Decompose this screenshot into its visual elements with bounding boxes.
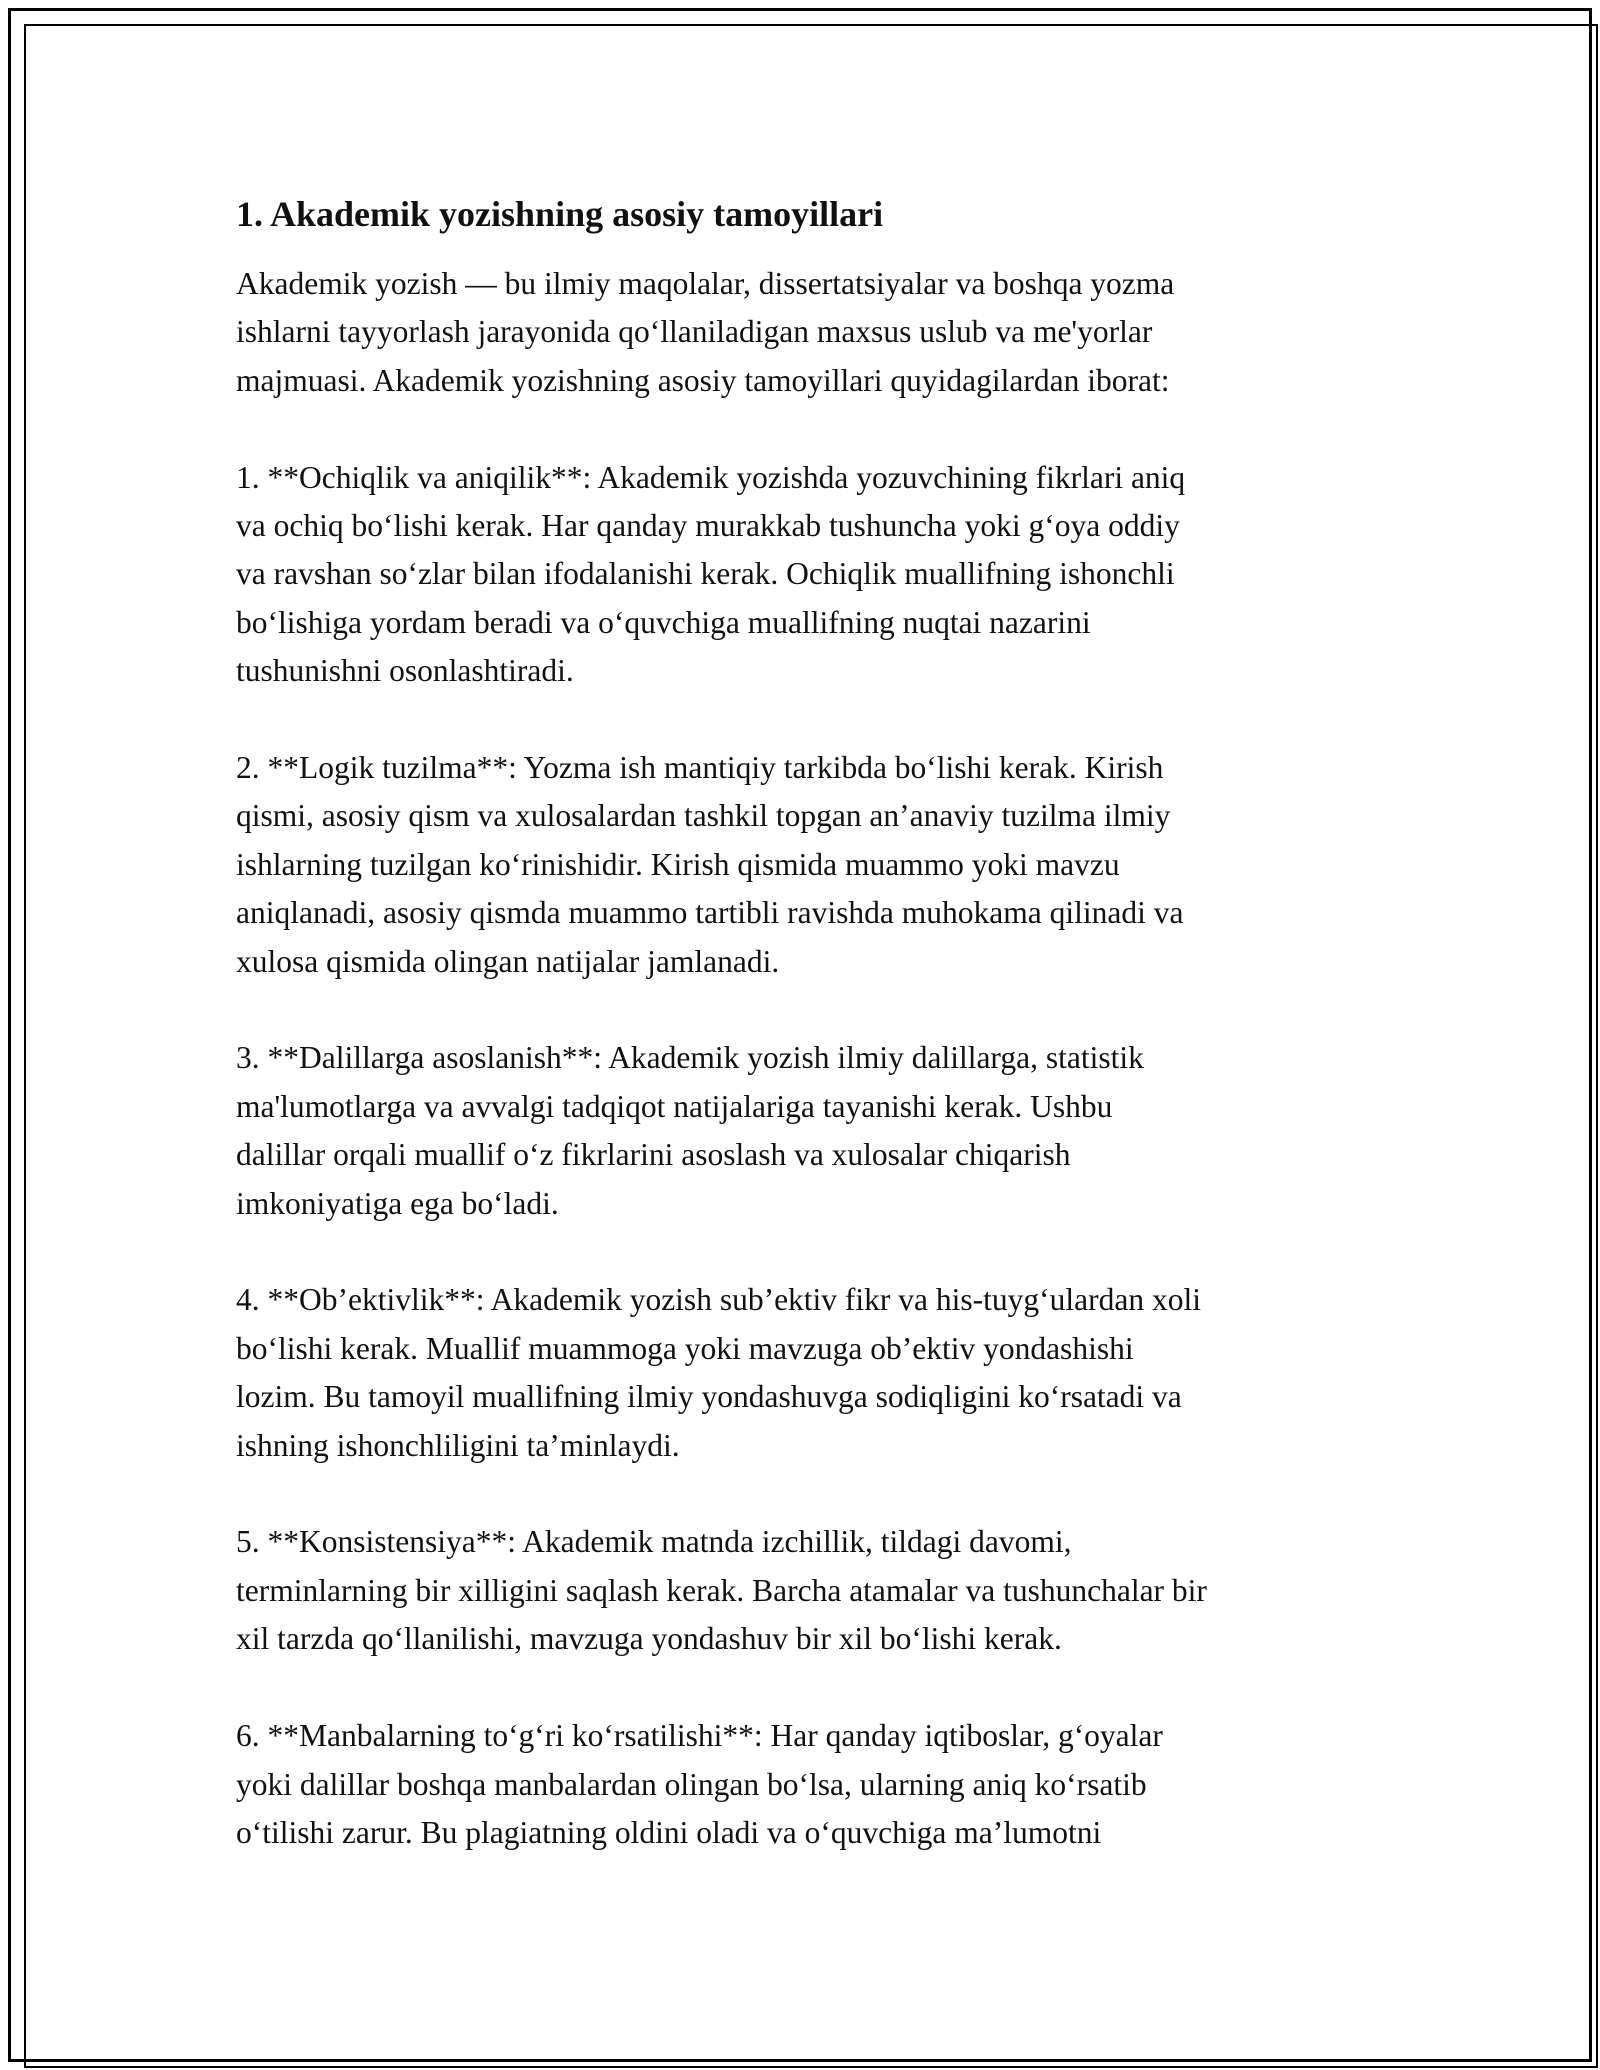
text-line: 2. **Logik tuzilma**: Yozma ish mantiqiy tarkibda boʻlishi kerak. Kirish: [236, 750, 1164, 786]
text-line: boʻlishiga yordam beradi va oʻquvchiga muallifning nuqtai nazarini: [236, 604, 1091, 640]
paragraph-item-4: [236, 1276, 1376, 1470]
paragraph-item-1: [236, 454, 1376, 696]
text-line: ishlarni tayyorlash jarayonida qoʻllaniladigan maxsus uslub va me'yorlar: [236, 314, 1153, 350]
text-line: majmuasi. Akademik yozishning asosiy tamoyillari quyidagilardan iborat:: [236, 362, 1170, 398]
text-line: ishning ishonchliligini ta’minlaydi.: [236, 1427, 680, 1463]
text-line: 3. **Dalillarga asoslanish**: Akademik yozish ilmiy dalillarga, statistik: [236, 1040, 1144, 1076]
text-line: oʻtilishi zarur. Bu plagiatning oldini oladi va oʻquvchiga ma’lumotni: [236, 1814, 1102, 1850]
text-line: yoki dalillar boshqa manbalardan olingan boʻlsa, ularning aniq koʻrsatib: [236, 1766, 1147, 1802]
text-line: ma'lumotlarga va avvalgi tadqiqot natijalariga tayanishi kerak. Ushbu: [236, 1088, 1113, 1124]
text-line: 4. **Ob’ektivlik**: Akademik yozish sub’ektiv fikr va his-tuygʻulardan xoli: [236, 1282, 1201, 1318]
text-line: 1. **Ochiqlik va aniqilik**: Akademik yozishda yozuvchining fikrlari aniq: [236, 459, 1186, 495]
text-line: va ochiq boʻlishi kerak. Har qanday murakkab tushuncha yoki gʻoya oddiy: [236, 508, 1180, 544]
paragraph-intro: [236, 260, 1376, 405]
text-line: ishlarning tuzilgan koʻrinishidir. Kirish qismida muammo yoki mavzu: [236, 846, 1120, 882]
text-line: boʻlishi kerak. Muallif muammoga yoki mavzuga ob’ektiv yondashishi: [236, 1330, 1134, 1366]
text-line: xulosa qismida olingan natijalar jamlanadi.: [236, 943, 780, 979]
paragraph-item-6: [236, 1712, 1376, 1857]
text-line: tushunishni osonlashtiradi.: [236, 653, 574, 689]
text-line: 5. **Konsistensiya**: Akademik matnda izchillik, tildagi davomi,: [236, 1524, 1072, 1560]
text-line: imkoniyatiga ega boʻladi.: [236, 1185, 559, 1221]
paragraph-item-3: [236, 1034, 1376, 1228]
text-line: dalillar orqali muallif oʻz fikrlarini asoslash va xulosalar chiqarish: [236, 1137, 1071, 1173]
paragraph-item-2: [236, 744, 1376, 986]
text-line: 6. **Manbalarning toʻgʻri koʻrsatilishi**: Har qanday iqtiboslar, gʻoyalar: [236, 1718, 1163, 1754]
text-line: va ravshan soʻzlar bilan ifodalanishi kerak. Ochiqlik muallifning ishonchli: [236, 556, 1175, 592]
text-line: qismi, asosiy qism va xulosalardan tashkil topgan an’anaviy tuzilma ilmiy: [236, 798, 1171, 834]
paragraph-item-5: [236, 1518, 1376, 1663]
text-line: terminlarning bir xilligini saqlash kerak. Barcha atamalar va tushunchalar bir: [236, 1572, 1207, 1608]
text-line: xil tarzda qoʻllanilishi, mavzuga yondashuv bir xil boʻlishi kerak.: [236, 1621, 1062, 1657]
text-line: aniqlanadi, asosiy qismda muammo tartibli ravishda muhokama qilinadi va: [236, 895, 1184, 931]
document-body: [236, 190, 1376, 1906]
text-line: lozim. Bu tamoyil muallifning ilmiy yondashuvga sodiqligini koʻrsatadi va: [236, 1379, 1182, 1415]
text-line: Akademik yozish — bu ilmiy maqolalar, dissertatsiyalar va boshqa yozma: [236, 266, 1175, 301]
section-heading: 1. Akademik yozishning asosiy tamoyillari: [236, 194, 884, 234]
